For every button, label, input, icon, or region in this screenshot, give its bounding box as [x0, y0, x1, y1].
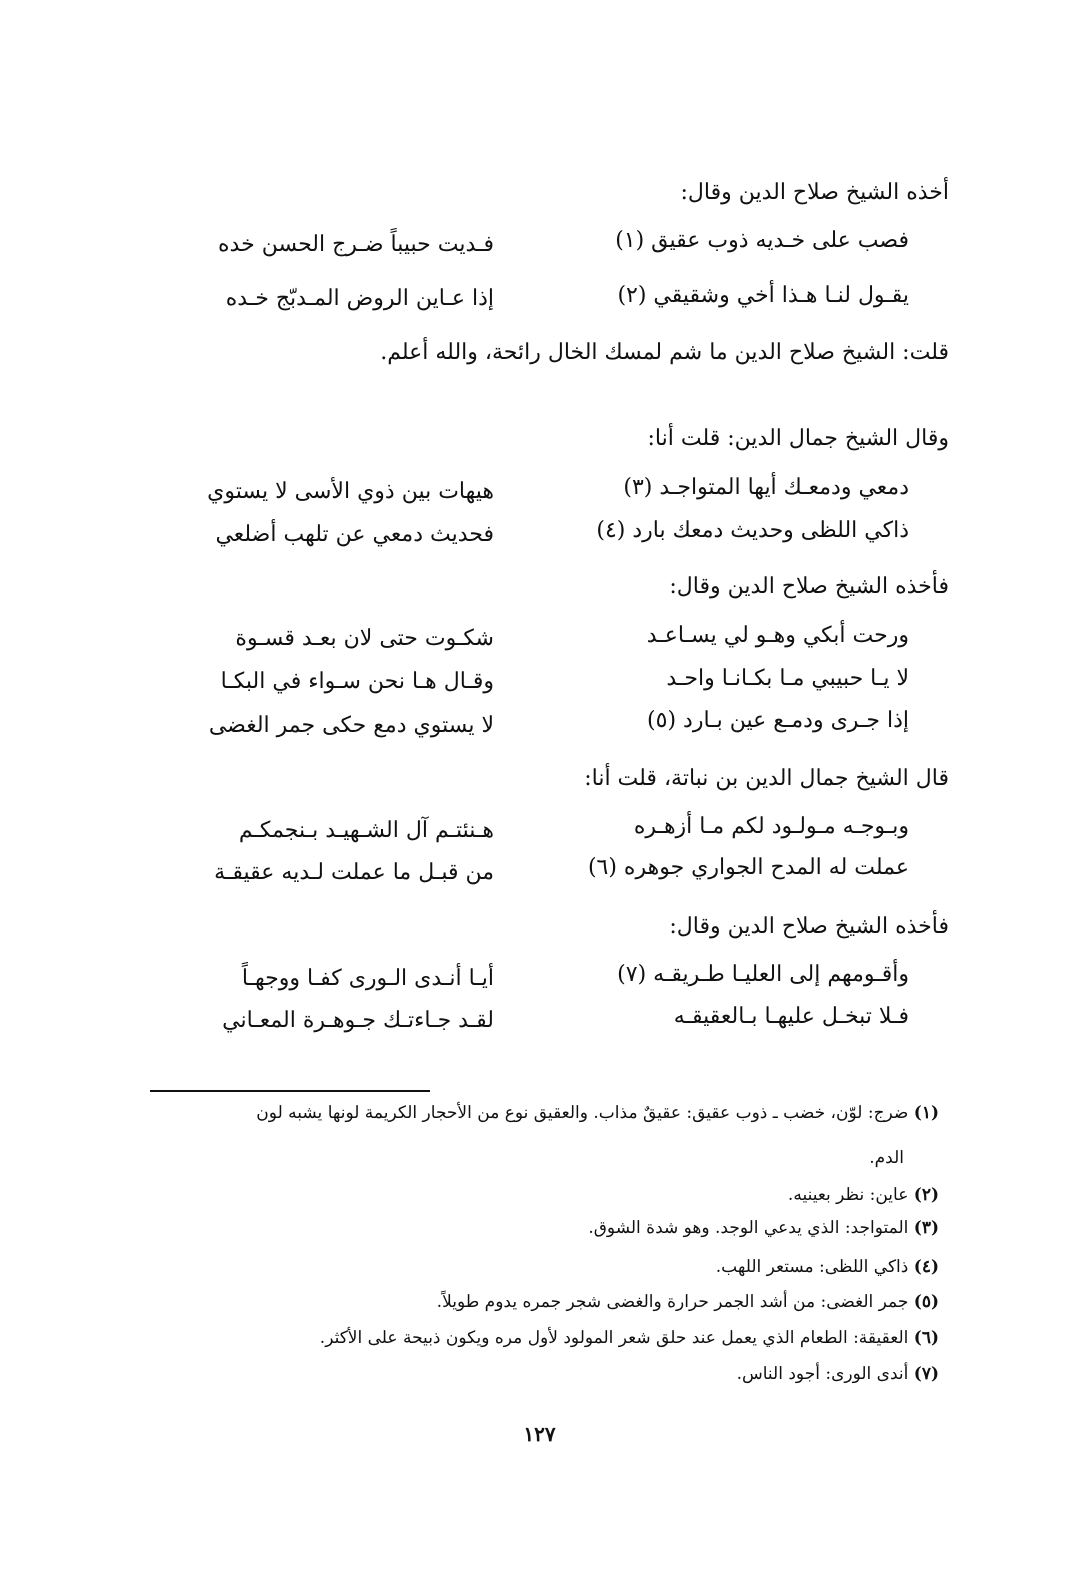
footnote-number: (٢): [913, 1185, 939, 1205]
footnote-number: (٧): [913, 1364, 939, 1384]
commentary-line: قلت: الشيخ صلاح الدين ما شم لمسك الخال رائحة، والله أعلم.: [380, 340, 949, 365]
footnote-text: أندى الورى: أجود الناس.: [736, 1364, 909, 1384]
page-number: ١٢٧: [523, 1422, 556, 1446]
verse-first-hemistich: هـنئتـم آل الشـهيـد بـنجمكـم: [238, 818, 494, 843]
footnote: [110, 1101, 939, 1125]
verse-second-hemistich: ورحت أبكي وهـو لي يسـاعـد: [646, 623, 909, 648]
verse-first-hemistich: من قبـل ما عملت لـديه عقيقـة: [214, 860, 494, 885]
footnote-number: (٦): [913, 1328, 939, 1348]
verse-second-hemistich: إذا جـرى ودمـع عين بـارد (٥): [647, 708, 909, 733]
footnote-text: العقيقة: الطعام الذي يعمل عند حلق شعر المولود لأول مره ويكون ذبيحة على الأكثر.: [319, 1328, 909, 1348]
intro-line: أخذه الشيخ صلاح الدين وقال:: [680, 180, 949, 205]
footnote-continuation: [110, 1146, 904, 1170]
verse-second-hemistich: ذاكي اللظى وحديث دمعك بارد (٤): [596, 518, 909, 543]
verse-first-hemistich: هيهات بين ذوي الأسى لا يستوي: [207, 479, 494, 504]
footnote-text: جمر الغضى: من أشد الجمر حرارة والغضى شجر جمره يدوم طويلاً.: [436, 1292, 909, 1312]
footnote-number: (٤): [913, 1257, 939, 1277]
verse-second-hemistich: فصب على خـديه ذوب عقيق (١): [615, 228, 909, 253]
verse-second-hemistich: لا يـا حبيبي مـا بكـانـا واحـد: [666, 666, 909, 691]
intro-line: وقال الشيخ جمال الدين: قلت أنا:: [647, 426, 949, 451]
verse-second-hemistich: وأقـومهم إلى العليـا طـريقـه (٧): [617, 962, 909, 987]
verse-second-hemistich: عملت له المدح الجواري جوهره (٦): [587, 855, 909, 880]
intro-line: فأخذه الشيخ صلاح الدين وقال:: [669, 914, 949, 939]
verse-first-hemistich: فحديث دمعي عن تلهب أضلعي: [215, 522, 494, 547]
verse-first-hemistich: وقـال هـا نحن سـواء في البكـا: [220, 669, 494, 694]
verse-second-hemistich: دمعي ودمعـك أيها المتواجـد (٣): [623, 475, 909, 500]
intro-line: قال الشيخ جمال الدين بن نباتة، قلت أنا:: [584, 766, 949, 791]
verse-first-hemistich: فـديت حبيباً ضـرج الحسن خده: [218, 232, 494, 257]
footnote-text: الدم.: [869, 1148, 904, 1168]
footnote-text: ذاكي اللظى: مستعر اللهب.: [715, 1257, 909, 1277]
verse-first-hemistich: أيـا أنـدى الـورى كفـا ووجهـاً: [241, 966, 494, 991]
footnote: [110, 1290, 939, 1314]
footnote-separator: [150, 1090, 430, 1092]
footnote: [110, 1326, 939, 1350]
verse-first-hemistich: شكـوت حتى لان بعـد قسـوة: [235, 626, 494, 651]
verse-first-hemistich: لا يستوي دمع حكى جمر الغضى: [208, 713, 494, 738]
footnote: [110, 1183, 939, 1207]
verse-second-hemistich: وبـوجـه مـولـود لكم مـا أزهـره: [633, 814, 909, 839]
intro-line: فأخذه الشيخ صلاح الدين وقال:: [669, 574, 949, 599]
footnote: [110, 1255, 939, 1279]
verse-first-hemistich: لقـد جـاءتـك جـوهـرة المعـاني: [222, 1008, 494, 1033]
verse-first-hemistich: إذا عـاين الروض المـدبّج خـده: [225, 286, 494, 311]
footnote-text: عاين: نظر بعينيه.: [787, 1185, 909, 1205]
footnote: [110, 1362, 939, 1386]
footnote-number: (١): [913, 1103, 939, 1123]
footnote-number: (٣): [913, 1218, 939, 1238]
footnote-text: ضرج: لوّن، خضب ـ ذوب عقيق: عقيقٌ مذاب. والعقيق نوع من الأحجار الكريمة لونها يشبه لون: [256, 1103, 909, 1123]
footnote: [110, 1216, 939, 1240]
verse-second-hemistich: فـلا تبخـل عليهـا بـالعقيقـه: [673, 1004, 909, 1029]
footnote-text: المتواجد: الذي يدعي الوجد. وهو شدة الشوق.: [588, 1218, 909, 1238]
footnote-number: (٥): [913, 1292, 939, 1312]
verse-second-hemistich: يقـول لنـا هـذا أخي وشقيقي (٢): [617, 283, 909, 308]
